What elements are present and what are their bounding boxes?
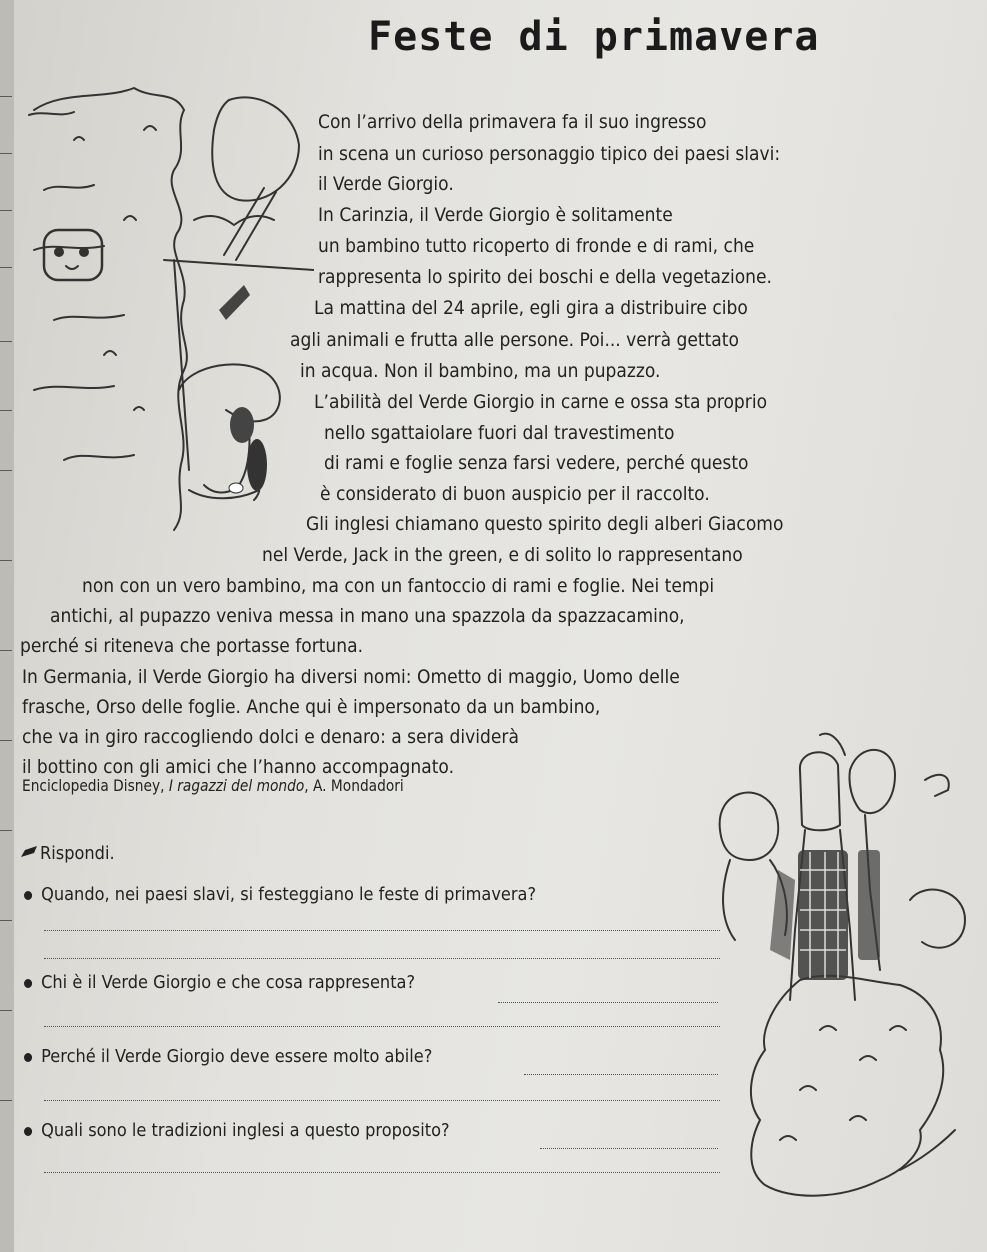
answer-line[interactable] — [540, 1148, 718, 1149]
text-line: in scena un curioso personaggio tipico dei paesi slavi: — [318, 143, 781, 165]
question-4 — [24, 1120, 450, 1141]
bullet-icon — [24, 1053, 32, 1062]
text-line: un bambino tutto ricoperto di fronde e di rami, che — [318, 235, 755, 257]
text-line: antichi, al pupazzo veniva messa in mano una spazzola da spazzacamino, — [50, 605, 685, 627]
text-line: che va in giro raccogliendo dolci e denaro: a sera dividerà — [22, 726, 519, 748]
answer-line[interactable] — [44, 1026, 720, 1027]
page-binding-edge — [0, 0, 14, 1252]
text-line: perché si riteneva che portasse fortuna. — [20, 635, 364, 657]
answer-line[interactable] — [498, 1002, 718, 1003]
text-line: nel Verde, Jack in the green, e di solito lo rappresentano — [262, 544, 743, 566]
text-line: nello sgattaiolare fuori dal travestimento — [324, 422, 675, 444]
text-line: Gli inglesi chiamano questo spirito degli alberi Giacomo — [306, 513, 784, 535]
pencil-icon — [20, 845, 40, 859]
answer-line[interactable] — [524, 1074, 718, 1075]
text-line: in acqua. Non il bambino, ma un pupazzo. — [300, 360, 661, 382]
source-prefix: Enciclopedia Disney, — [22, 776, 169, 795]
bush-illustration — [14, 70, 314, 560]
text-line: La mattina del 24 aprile, egli gira a distribuire cibo — [314, 297, 748, 319]
question-3 — [24, 1046, 432, 1067]
text-line: è considerato di buon auspicio per il raccolto. — [320, 483, 710, 505]
text-line: il Verde Giorgio. — [318, 173, 454, 195]
children-illustration — [690, 730, 980, 1210]
text-line: di rami e foglie senza farsi vedere, perché questo — [324, 452, 749, 474]
source-suffix: , A. Mondadori — [304, 776, 404, 795]
text-line: non con un vero bambino, ma con un fantoccio di rami e foglie. Nei tempi — [82, 575, 715, 597]
question-1 — [24, 884, 536, 905]
text-line: Con l’arrivo della primavera fa il suo ingresso — [318, 111, 707, 133]
bullet-icon — [24, 1127, 32, 1136]
text-line: il bottino con gli amici che l’hanno accompagnato. — [22, 756, 455, 778]
answer-line[interactable] — [44, 930, 720, 931]
answer-line[interactable] — [44, 958, 720, 959]
text-line: agli animali e frutta alle persone. Poi... verrà gettato — [290, 329, 739, 351]
question-text: Chi è il Verde Giorgio e che cosa rappresenta? — [41, 972, 416, 993]
answer-line[interactable] — [44, 1172, 720, 1173]
text-line: frasche, Orso delle foglie. Anche qui è impersonato da un bambino, — [22, 696, 601, 718]
page-title: Feste di primavera — [368, 14, 820, 60]
source-citation — [22, 776, 404, 795]
question-2 — [24, 972, 415, 993]
question-text: Perché il Verde Giorgio deve essere molto abile? — [41, 1046, 433, 1067]
bullet-icon — [24, 979, 32, 988]
question-text: Quali sono le tradizioni inglesi a questo proposito? — [41, 1120, 450, 1141]
text-line: In Carinzia, il Verde Giorgio è solitamente — [318, 204, 673, 226]
question-text: Quando, nei paesi slavi, si festeggiano le feste di primavera? — [41, 884, 537, 905]
text-line: L’abilità del Verde Giorgio in carne e ossa sta proprio — [314, 391, 768, 413]
answer-line[interactable] — [44, 1100, 720, 1101]
text-line: rappresenta lo spirito dei boschi e della vegetazione. — [318, 266, 772, 288]
bullet-icon — [24, 891, 32, 900]
text-line: In Germania, il Verde Giorgio ha diversi nomi: Ometto di maggio, Uomo delle — [22, 666, 680, 688]
source-book-title: I ragazzi del mondo — [168, 776, 305, 795]
exercise-label: Rispondi. — [40, 843, 115, 864]
